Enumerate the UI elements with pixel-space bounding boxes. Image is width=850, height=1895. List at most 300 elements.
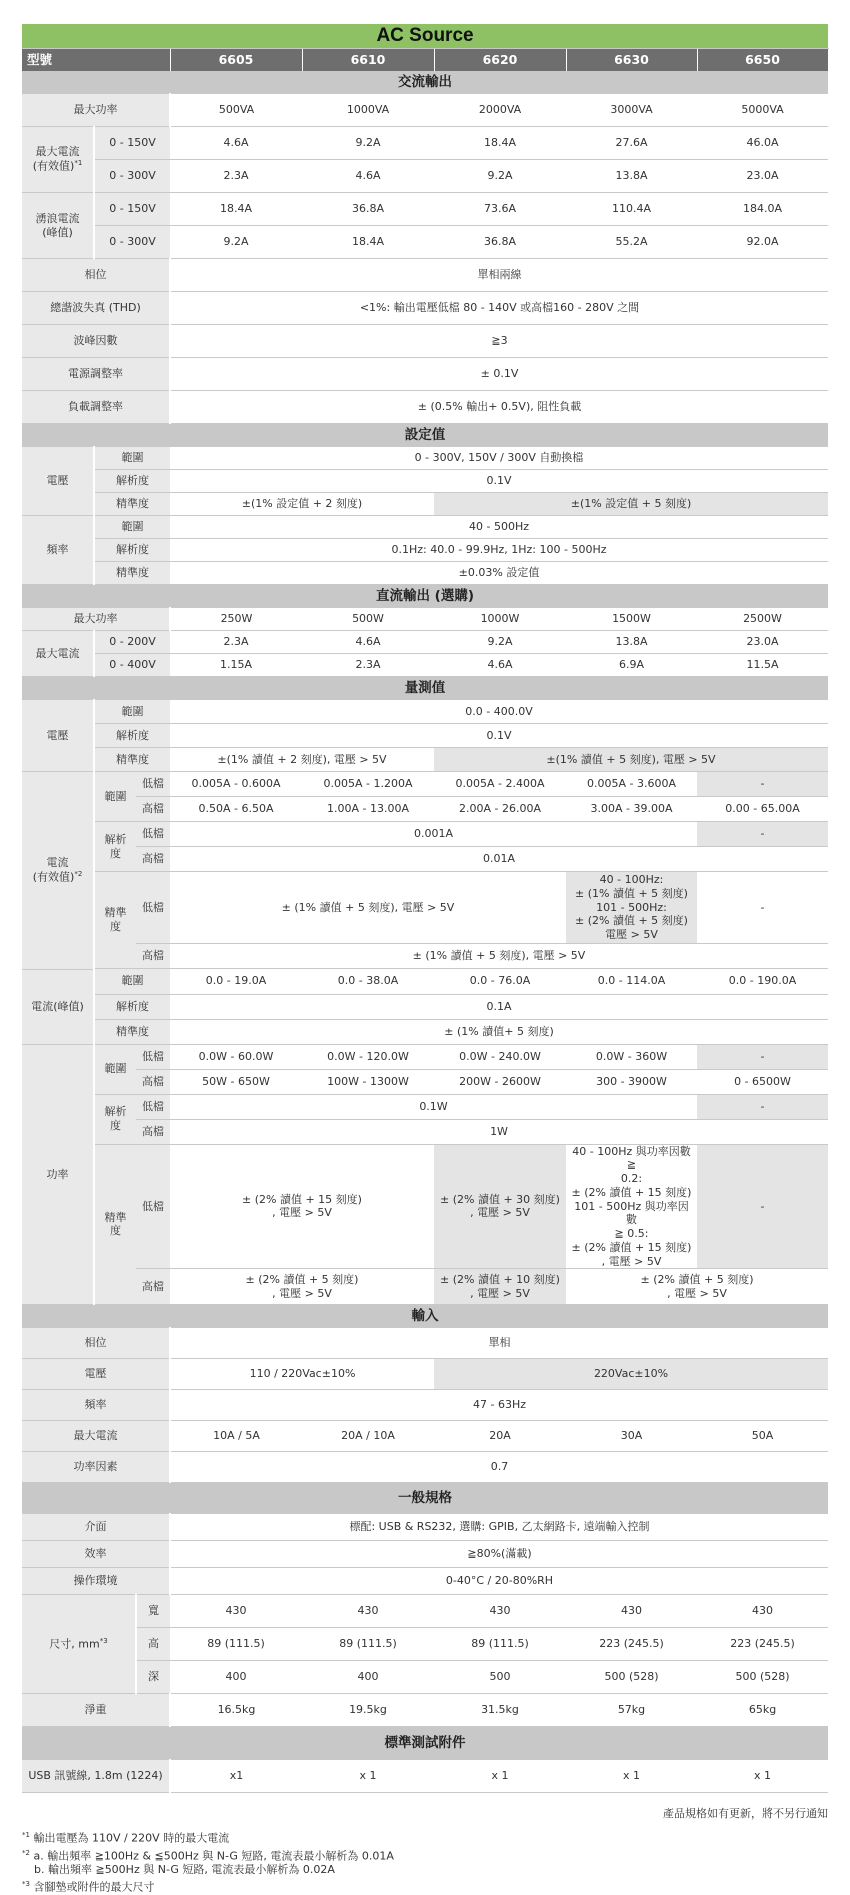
cell-value: 31.5kg: [434, 1694, 566, 1727]
row-label: 最大電流: [22, 631, 94, 677]
cell-value: -: [697, 1044, 828, 1069]
cell-value: 13.8A: [566, 631, 697, 654]
cell-value: ±(1% 讀值 + 5 刻度), 電壓 > 5V: [434, 748, 828, 772]
update-notice: 產品規格如有更新，將不另行通知: [663, 1807, 828, 1820]
cell-value: 36.8A: [302, 193, 434, 226]
label-line: (有效值): [32, 159, 75, 173]
cell-value: 47 - 63Hz: [170, 1390, 828, 1421]
cell-value: 250W: [170, 608, 302, 631]
footnotes: [22, 1828, 394, 1895]
section-setting: 設定值: [22, 424, 828, 447]
cell-value: -: [697, 1144, 828, 1269]
line: ± (1% 讀值 + 5 刻度): [575, 886, 688, 900]
row-label-ac-current: [22, 127, 94, 193]
cell-value: 2.3A: [170, 160, 302, 193]
cell-value: 300 - 3900W: [566, 1069, 697, 1094]
cell-value: 2.3A: [302, 654, 434, 677]
cell-value: x 1: [566, 1760, 697, 1793]
spec-row: [22, 631, 828, 654]
cell-value: 0.001A: [170, 822, 697, 847]
spec-row: [22, 748, 828, 772]
line: 101 - 500Hz 與功率因數: [574, 1199, 689, 1227]
cell-value: 0.1V: [170, 724, 828, 748]
cell-value: 10A / 5A: [170, 1421, 302, 1452]
cell-value: 430: [302, 1595, 434, 1628]
cell-value: ±(1% 讀值 + 2 刻度), 電壓 > 5V: [170, 748, 434, 772]
sub-label: 0 - 150V: [94, 193, 170, 226]
row-label: 相位: [22, 259, 170, 292]
spec-row: [22, 654, 828, 677]
cell-value: 500W: [302, 608, 434, 631]
cell-value: 9.2A: [170, 226, 302, 259]
cell-multiline: [566, 872, 697, 944]
footnote-mark: *3: [22, 1880, 30, 1889]
label-line: 尺寸, mm: [49, 1637, 100, 1651]
cell-value: 73.6A: [434, 193, 566, 226]
cell-multiline: [434, 1144, 566, 1269]
row-label: 負載調整率: [22, 391, 170, 424]
cell-value: 23.0A: [697, 631, 828, 654]
line: 101 - 500Hz:: [596, 900, 667, 914]
spec-row: [22, 1452, 828, 1483]
footnote: [22, 1828, 394, 1846]
footnote-text: b. 輸出頻率 ≧500Hz 與 N-G 短路, 電流表最小解析為 0.02A: [34, 1863, 335, 1877]
cell-value: 18.4A: [434, 127, 566, 160]
line: , 電壓 > 5V: [601, 1254, 662, 1268]
cell-value: 9.2A: [434, 631, 566, 654]
label-line: (峰值): [42, 225, 73, 239]
cell-value: 89 (111.5): [170, 1628, 302, 1661]
cell-value: 2.00A - 26.00A: [434, 797, 566, 822]
spec-row: [22, 822, 828, 847]
sub-label: 解析度: [94, 470, 170, 493]
cell-value: 100W - 1300W: [302, 1069, 434, 1094]
line: 40 - 100Hz:: [599, 873, 664, 887]
cell-value: 0.0 - 38.0A: [302, 969, 434, 994]
line: ± (2% 讀值 + 10 刻度): [440, 1273, 560, 1286]
spec-row: [22, 1144, 828, 1269]
row-label: 波峰因數: [22, 325, 170, 358]
spec-row: [22, 1568, 828, 1595]
model-header-row: [22, 49, 828, 72]
spec-row: [22, 193, 828, 226]
cell-value: 單相: [170, 1328, 828, 1359]
cell-value: 0.0W - 60.0W: [170, 1044, 302, 1069]
cell-value: 0-40°C / 20-80%RH: [170, 1568, 828, 1595]
sub-label: 低檔: [136, 822, 170, 847]
label-line: (有效值): [32, 870, 75, 884]
sub-label: 精準度: [94, 493, 170, 516]
cell-value: ± (0.5% 輸出+ 0.5V), 阻性負載: [170, 391, 828, 424]
sub-label: 寬: [136, 1595, 170, 1628]
cell-value: 46.0A: [697, 127, 828, 160]
sub-label: 範圍: [94, 772, 136, 822]
cell-value: 500 (528): [566, 1661, 697, 1694]
sub-label: 深: [136, 1661, 170, 1694]
spec-row: [22, 325, 828, 358]
cell-value: 0.0 - 19.0A: [170, 969, 302, 994]
cell-value: 18.4A: [170, 193, 302, 226]
cell-value: 3.00A - 39.00A: [566, 797, 697, 822]
cell-value: 18.4A: [302, 226, 434, 259]
cell-value: 0.0W - 360W: [566, 1044, 697, 1069]
label-line: 電流: [46, 856, 69, 870]
cell-value: 223 (245.5): [697, 1628, 828, 1661]
spec-row: [22, 1119, 828, 1144]
cell-value: 500: [434, 1661, 566, 1694]
spec-row: [22, 1390, 828, 1421]
cell-value: 13.8A: [566, 160, 697, 193]
spec-row: [22, 944, 828, 969]
footnote-mark: *1: [74, 159, 83, 168]
cell-value: 89 (111.5): [434, 1628, 566, 1661]
cell-value: 5000VA: [697, 94, 828, 127]
cell-value: 16.5kg: [170, 1694, 302, 1727]
section-accessory: 標準測試附件: [22, 1727, 828, 1760]
cell-value: 單相兩線: [170, 259, 828, 292]
cell-value: 400: [302, 1661, 434, 1694]
sub-label: 0 - 300V: [94, 160, 170, 193]
spec-row: [22, 1094, 828, 1119]
row-label: 頻率: [22, 1390, 170, 1421]
cell-value: 2.3A: [170, 631, 302, 654]
page-title: AC Source: [22, 24, 828, 49]
spec-row: [22, 1694, 828, 1727]
sub-label: 精準度: [94, 562, 170, 585]
cell-value: 0 - 300V, 150V / 300V 自動換檔: [170, 447, 828, 470]
cell-value: 0.005A - 2.400A: [434, 772, 566, 797]
line: ± (2% 讀值 + 15 刻度): [571, 1240, 692, 1254]
sub-label: 精準度: [94, 1144, 136, 1305]
sub-label: 精準度: [94, 1019, 170, 1044]
sub-label: 低檔: [136, 1044, 170, 1069]
cell-value: 223 (245.5): [566, 1628, 697, 1661]
cell-value: 430: [566, 1595, 697, 1628]
spec-row: [22, 1328, 828, 1359]
section-input: 輸入: [22, 1305, 828, 1328]
spec-row: [22, 1514, 828, 1541]
footnote-text: a. 輸出頻率 ≧100Hz & ≦500Hz 與 N-G 短路, 電流表最小解析為 0.01A: [33, 1849, 394, 1863]
section-measurement: 量測值: [22, 677, 828, 700]
section-dc-output: 直流輸出 (選購): [22, 585, 828, 608]
cell-value: 9.2A: [434, 160, 566, 193]
model-name: 6610: [302, 49, 434, 72]
footnote-mark: *1: [22, 1831, 30, 1839]
cell-value: -: [697, 1094, 828, 1119]
model-name: 6620: [434, 49, 566, 72]
cell-multiline: [566, 1269, 828, 1305]
model-name: 6650: [697, 49, 828, 72]
spec-row: [22, 447, 828, 470]
spec-row: [22, 226, 828, 259]
cell-value: ± 0.1V: [170, 358, 828, 391]
line: , 電壓 > 5V: [272, 1206, 332, 1220]
model-label: 型號: [22, 49, 170, 72]
cell-value: 4.6A: [302, 160, 434, 193]
cell-value: 500 (528): [697, 1661, 828, 1694]
row-label: 最大電流: [22, 1421, 170, 1452]
sub-label: 0 - 400V: [94, 654, 170, 677]
sub-label: 0 - 200V: [94, 631, 170, 654]
cell-value: 標配: USB & RS232, 選購: GPIB, 乙太網路卡, 遠端輸入控制: [170, 1514, 828, 1541]
sub-label: 高檔: [136, 1069, 170, 1094]
row-label: 相位: [22, 1328, 170, 1359]
sub-label: 解析度: [94, 1094, 136, 1144]
sub-label: 精準度: [94, 748, 170, 772]
spec-row: [22, 562, 828, 585]
row-label: 頻率: [22, 516, 94, 585]
cell-value: 6.9A: [566, 654, 697, 677]
sub-label: 解析度: [94, 539, 170, 562]
cell-value: 0.0 - 114.0A: [566, 969, 697, 994]
cell-value: 36.8A: [434, 226, 566, 259]
model-name: 6630: [566, 49, 697, 72]
line: 0.2:: [620, 1172, 643, 1185]
label-line: 最大電流: [35, 145, 80, 159]
row-label: 電壓: [22, 700, 94, 772]
cell-value: 0.005A - 0.600A: [170, 772, 302, 797]
row-label: 最大功率: [22, 94, 170, 127]
line: , 電壓 > 5V: [470, 1286, 530, 1300]
sub-label: 低檔: [136, 872, 170, 944]
cell-value: ±(1% 設定值 + 5 刻度): [434, 493, 828, 516]
cell-value: 1000W: [434, 608, 566, 631]
sub-label: 高檔: [136, 847, 170, 872]
cell-value: 430: [434, 1595, 566, 1628]
spec-row: [22, 1595, 828, 1628]
sub-label: 解析度: [94, 822, 136, 872]
sub-label: 範圍: [94, 969, 170, 994]
cell-value: 110 / 220Vac±10%: [170, 1359, 434, 1390]
cell-value: 4.6A: [434, 654, 566, 677]
row-label-surge: [22, 193, 94, 259]
spec-row: [22, 797, 828, 822]
cell-value: 40 - 500Hz: [170, 516, 828, 539]
cell-value: 500VA: [170, 94, 302, 127]
cell-value: 430: [170, 1595, 302, 1628]
row-label: 電壓: [22, 447, 94, 516]
cell-value: 0.50A - 6.50A: [170, 797, 302, 822]
line: 電壓 > 5V: [605, 928, 658, 942]
spec-row: [22, 391, 828, 424]
cell-value: x1: [170, 1760, 302, 1793]
spec-row: [22, 847, 828, 872]
footnote-text: 輸出電壓為 110V / 220V 時的最大電流: [33, 1831, 230, 1845]
line: ± (2% 讀值 + 5 刻度): [245, 1273, 359, 1286]
spec-table: [22, 24, 829, 1793]
cell-value: ±0.03% 設定值: [170, 562, 828, 585]
cell-value: 400: [170, 1661, 302, 1694]
line: ± (2% 讀值 + 5 刻度): [640, 1273, 754, 1286]
cell-value: 0.1A: [170, 994, 828, 1019]
cell-value: 4.6A: [170, 127, 302, 160]
row-label: 最大功率: [22, 608, 170, 631]
cell-value: ± (1% 讀值 + 5 刻度), 電壓 > 5V: [170, 944, 828, 969]
cell-value: -: [697, 872, 828, 944]
cell-value: 20A: [434, 1421, 566, 1452]
row-label: USB 訊號線, 1.8m (1224): [22, 1760, 170, 1793]
spec-row: [22, 493, 828, 516]
footnote: [22, 1877, 394, 1895]
spec-row: [22, 94, 828, 127]
cell-value: 55.2A: [566, 226, 697, 259]
cell-value: 0.1Hz: 40.0 - 99.9Hz, 1Hz: 100 - 500Hz: [170, 539, 828, 562]
spec-row: [22, 292, 828, 325]
cell-value: 9.2A: [302, 127, 434, 160]
cell-value: 92.0A: [697, 226, 828, 259]
row-label: 電壓: [22, 1359, 170, 1390]
sub-label: 低檔: [136, 772, 170, 797]
cell-value: 0.7: [170, 1452, 828, 1483]
cell-value: 184.0A: [697, 193, 828, 226]
row-label: 介面: [22, 1514, 170, 1541]
spec-row: [22, 160, 828, 193]
spec-row: [22, 724, 828, 748]
cell-value: 4.6A: [302, 631, 434, 654]
sub-label: 高: [136, 1628, 170, 1661]
cell-value: 0.1V: [170, 470, 828, 493]
footnote-mark: *2: [22, 1848, 30, 1857]
cell-value: 27.6A: [566, 127, 697, 160]
spec-row: [22, 1069, 828, 1094]
line: ± (2% 讀值 + 15 刻度): [571, 1185, 692, 1199]
spec-row: [22, 1044, 828, 1069]
spec-row: [22, 259, 828, 292]
sub-label: 解析度: [94, 994, 170, 1019]
cell-value: 0.0 - 76.0A: [434, 969, 566, 994]
sub-label: 高檔: [136, 1269, 170, 1305]
row-label-current-rms: [22, 772, 94, 970]
sub-label: 解析度: [94, 724, 170, 748]
row-label: 功率因素: [22, 1452, 170, 1483]
row-label: 操作環境: [22, 1568, 170, 1595]
sub-label: 範圍: [94, 1044, 136, 1094]
spec-row: [22, 539, 828, 562]
cell-value: 200W - 2600W: [434, 1069, 566, 1094]
spec-row: [22, 1269, 828, 1305]
spec-row: [22, 608, 828, 631]
line: 40 - 100Hz 與功率因數 ≧: [572, 1144, 691, 1172]
cell-multiline: [434, 1269, 566, 1305]
cell-multiline: [566, 1144, 697, 1269]
cell-value: 0.00 - 65.00A: [697, 797, 828, 822]
cell-value: 0.005A - 1.200A: [302, 772, 434, 797]
spec-row: [22, 1541, 828, 1568]
cell-value: 1W: [170, 1119, 828, 1144]
line: ± (2% 讀值 + 30 刻度): [440, 1192, 560, 1206]
sub-label: 範圍: [94, 447, 170, 470]
cell-value: 1.15A: [170, 654, 302, 677]
sub-label: 高檔: [136, 1119, 170, 1144]
cell-value: -: [697, 772, 828, 797]
sub-label: 低檔: [136, 1144, 170, 1269]
spec-row: [22, 994, 828, 1019]
footnote-mark: *3: [99, 1637, 108, 1646]
cell-value: 0.0W - 240.0W: [434, 1044, 566, 1069]
cell-value: 65kg: [697, 1694, 828, 1727]
cell-value: 20A / 10A: [302, 1421, 434, 1452]
label-line: 湧浪電流: [35, 211, 80, 225]
cell-value: ± (1% 讀值 + 5 刻度), 電壓 > 5V: [170, 872, 566, 944]
cell-value: 430: [697, 1595, 828, 1628]
cell-value: ± (1% 讀值+ 5 刻度): [170, 1019, 828, 1044]
cell-value: 2000VA: [434, 94, 566, 127]
cell-value: 89 (111.5): [302, 1628, 434, 1661]
cell-value: 23.0A: [697, 160, 828, 193]
section-general: 一般規格: [22, 1483, 828, 1514]
sub-label: 高檔: [136, 797, 170, 822]
cell-value: 50W - 650W: [170, 1069, 302, 1094]
cell-value: 220Vac±10%: [434, 1359, 828, 1390]
line: , 電壓 > 5V: [470, 1206, 530, 1220]
spec-row: [22, 1421, 828, 1452]
spec-row: [22, 127, 828, 160]
cell-value: 3000VA: [566, 94, 697, 127]
cell-value: 1.00A - 13.00A: [302, 797, 434, 822]
cell-value: 0.1W: [170, 1094, 697, 1119]
sub-label: 低檔: [136, 1094, 170, 1119]
cell-value: x 1: [302, 1760, 434, 1793]
cell-value: 0.01A: [170, 847, 828, 872]
footnote-text: 含腳墊或附件的最大尺寸: [33, 1880, 155, 1894]
row-label: 效率: [22, 1541, 170, 1568]
sub-label: 精準度: [94, 872, 136, 969]
cell-value: 0 - 6500W: [697, 1069, 828, 1094]
line: ± (2% 讀值 + 5 刻度): [575, 914, 688, 928]
row-label: 淨重: [22, 1694, 170, 1727]
spec-row: [22, 1760, 828, 1793]
row-label-dimension: [22, 1595, 136, 1694]
sub-label: 0 - 150V: [94, 127, 170, 160]
cell-value: 1500W: [566, 608, 697, 631]
row-label: 電流(峰值): [22, 969, 94, 1044]
row-label: 電源調整率: [22, 358, 170, 391]
cell-value: 0.0W - 120.0W: [302, 1044, 434, 1069]
spec-row: [22, 772, 828, 797]
spec-row: [22, 1661, 828, 1694]
cell-value: 30A: [566, 1421, 697, 1452]
spec-row: [22, 1359, 828, 1390]
spec-row: [22, 358, 828, 391]
spec-sheet: [22, 24, 828, 1793]
line: , 電壓 > 5V: [667, 1286, 727, 1300]
cell-value: 0.0 - 190.0A: [697, 969, 828, 994]
cell-value: ≧80%(滿載): [170, 1541, 828, 1568]
footnote: [22, 1863, 394, 1877]
sub-label: 0 - 300V: [94, 226, 170, 259]
cell-multiline: [170, 1144, 434, 1269]
row-label: 總諧波失真 (THD): [22, 292, 170, 325]
line: ± (2% 讀值 + 15 刻度): [242, 1192, 362, 1206]
model-name: 6605: [170, 49, 302, 72]
cell-value: ≧3: [170, 325, 828, 358]
cell-value: 110.4A: [566, 193, 697, 226]
spec-row: [22, 516, 828, 539]
cell-value: 50A: [697, 1421, 828, 1452]
line: , 電壓 > 5V: [272, 1286, 332, 1300]
footnote-mark: *2: [74, 869, 83, 878]
spec-row: [22, 700, 828, 724]
cell-value: 11.5A: [697, 654, 828, 677]
spec-row: [22, 1628, 828, 1661]
cell-value: x 1: [434, 1760, 566, 1793]
cell-value: x 1: [697, 1760, 828, 1793]
cell-value: 0.005A - 3.600A: [566, 772, 697, 797]
cell-value: 2500W: [697, 608, 828, 631]
cell-value: 0.0 - 400.0V: [170, 700, 828, 724]
spec-row: [22, 470, 828, 493]
spec-row: [22, 969, 828, 994]
